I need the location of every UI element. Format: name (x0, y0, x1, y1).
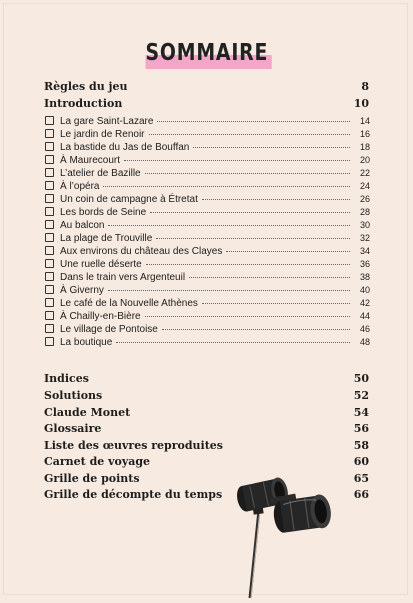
dot-leader (108, 290, 350, 291)
toc-entry-introduction[interactable] (44, 97, 369, 110)
opera-glasses-icon (222, 470, 342, 598)
dot-leader (156, 238, 350, 239)
chapter-page: 40 (359, 285, 370, 295)
chapter-label: Le jardin de Renoir (60, 129, 145, 140)
checkbox[interactable] (45, 259, 54, 268)
chapter-item[interactable] (45, 323, 370, 335)
checkbox[interactable] (45, 207, 54, 216)
checkbox[interactable] (45, 194, 54, 203)
dot-leader (226, 251, 350, 252)
chapter-page: 22 (359, 168, 370, 178)
toc-entry-page: 56 (353, 422, 369, 435)
chapter-page: 14 (359, 116, 370, 126)
chapter-item[interactable] (45, 128, 370, 140)
chapter-item[interactable] (45, 219, 370, 231)
toc-entry-page: 58 (353, 439, 369, 452)
chapter-page: 38 (359, 272, 370, 282)
toc-entry-page: 66 (353, 488, 369, 501)
chapter-label: À l’opéra (60, 181, 100, 192)
checkbox[interactable] (45, 220, 54, 229)
dot-leader (124, 160, 350, 161)
checkbox[interactable] (45, 311, 54, 320)
chapter-label: L’atelier de Bazille (60, 168, 141, 179)
dot-leader (116, 342, 350, 343)
checkbox[interactable] (45, 155, 54, 164)
toc-entry-label: Claude Monet (44, 406, 131, 419)
toc-entry-glossaire[interactable] (44, 422, 369, 435)
toc-entry-solutions[interactable] (44, 389, 369, 402)
chapter-item[interactable] (45, 193, 370, 205)
checkbox[interactable] (45, 298, 54, 307)
dot-leader (146, 264, 350, 265)
checkbox[interactable] (45, 246, 54, 255)
checkbox[interactable] (45, 285, 54, 294)
toc-entry-page: 52 (353, 389, 369, 402)
toc-entry-label: Solutions (44, 389, 103, 402)
dot-leader (103, 186, 350, 187)
toc-entry-label: Grille de points (44, 472, 140, 485)
checkbox[interactable] (45, 116, 54, 125)
toc-entry-page: 54 (353, 406, 369, 419)
toc-entry-label: Règles du jeu (44, 80, 128, 93)
chapter-page: 30 (359, 220, 370, 230)
dot-leader (145, 173, 350, 174)
title-block (0, 40, 413, 66)
checkbox[interactable] (45, 181, 54, 190)
chapter-label: Une ruelle déserte (60, 259, 142, 270)
dot-leader (189, 277, 350, 278)
toc-entry-claude-monet[interactable] (44, 406, 369, 419)
chapter-page: 32 (359, 233, 370, 243)
chapter-label: À Maurecourt (60, 155, 121, 166)
chapter-label: Le café de la Nouvelle Athènes (60, 298, 198, 309)
toc-entry-carnet[interactable] (44, 455, 369, 468)
checkbox[interactable] (45, 272, 54, 281)
chapter-label: À Giverny (60, 285, 104, 296)
chapter-page: 20 (359, 155, 370, 165)
checkbox[interactable] (45, 324, 54, 333)
chapter-label: La gare Saint-Lazare (60, 116, 154, 127)
chapter-item[interactable] (45, 180, 370, 192)
chapter-page: 16 (359, 129, 370, 139)
toc-entry-label: Liste des œuvres reproduites (44, 439, 223, 452)
chapter-item[interactable] (45, 245, 370, 257)
toc-entry-label: Carnet de voyage (44, 455, 151, 468)
chapter-label: À Chailly-en-Bière (60, 311, 141, 322)
checkbox[interactable] (45, 142, 54, 151)
toc-entry-label: Introduction (44, 97, 123, 110)
toc-entry-label: Indices (44, 372, 89, 385)
dot-leader (162, 329, 350, 330)
dot-leader (149, 134, 351, 135)
chapter-item[interactable] (45, 232, 370, 244)
chapter-label: Dans le train vers Argenteuil (60, 272, 186, 283)
dot-leader (150, 212, 350, 213)
dot-leader (157, 121, 350, 122)
chapter-page: 42 (359, 298, 370, 308)
toc-entry-label: Grille de décompte du temps (44, 488, 223, 501)
chapter-page: 26 (359, 194, 370, 204)
chapter-item[interactable] (45, 310, 370, 322)
chapter-page: 46 (359, 324, 370, 334)
checkbox[interactable] (45, 337, 54, 346)
toc-entry-page: 50 (353, 372, 369, 385)
dot-leader (108, 225, 350, 226)
chapter-page: 48 (359, 337, 370, 347)
chapter-label: Un coin de campagne à Étretat (60, 194, 198, 205)
chapter-label: Aux environs du château des Clayes (60, 246, 223, 257)
chapter-item[interactable] (45, 258, 370, 270)
checkbox[interactable] (45, 129, 54, 138)
dot-leader (202, 303, 350, 304)
chapter-page: 18 (359, 142, 370, 152)
chapter-label: La bastide du Jas de Bouffan (60, 142, 190, 153)
toc-entry-page: 65 (353, 472, 369, 485)
chapter-item[interactable] (45, 167, 370, 179)
opera-glasses-illustration (222, 470, 342, 598)
checkbox[interactable] (45, 168, 54, 177)
toc-entry-label: Glossaire (44, 422, 102, 435)
chapter-item[interactable] (45, 154, 370, 166)
chapter-label: La boutique (60, 337, 113, 348)
chapter-item[interactable] (45, 297, 370, 309)
dot-leader (145, 316, 350, 317)
toc-entry-page: 10 (353, 97, 369, 110)
chapter-label: Les bords de Seine (60, 207, 147, 218)
dot-leader (202, 199, 350, 200)
toc-entry-liste-oeuvres[interactable] (44, 439, 369, 452)
chapter-label: Le village de Pontoise (60, 324, 158, 335)
chapter-item[interactable] (45, 271, 370, 283)
chapter-page: 36 (359, 259, 370, 269)
chapter-page: 34 (359, 246, 370, 256)
toc-entry-page: 60 (353, 455, 369, 468)
chapter-page: 44 (359, 311, 370, 321)
checkbox[interactable] (45, 233, 54, 242)
toc-entry-page: 8 (361, 80, 369, 93)
toc-entry-regles[interactable] (44, 80, 369, 93)
chapter-item[interactable] (45, 115, 370, 127)
chapter-label: Au balcon (60, 220, 105, 231)
chapter-item[interactable] (45, 141, 370, 153)
chapter-item[interactable] (45, 336, 370, 348)
chapter-item[interactable] (45, 284, 370, 296)
page-title: SOMMAIRE (143, 40, 269, 66)
chapter-page: 24 (359, 181, 370, 191)
chapter-item[interactable] (45, 206, 370, 218)
chapter-label: La plage de Trouville (60, 233, 153, 244)
toc-entry-indices[interactable] (44, 372, 369, 385)
dot-leader (193, 147, 350, 148)
chapter-page: 28 (359, 207, 370, 217)
